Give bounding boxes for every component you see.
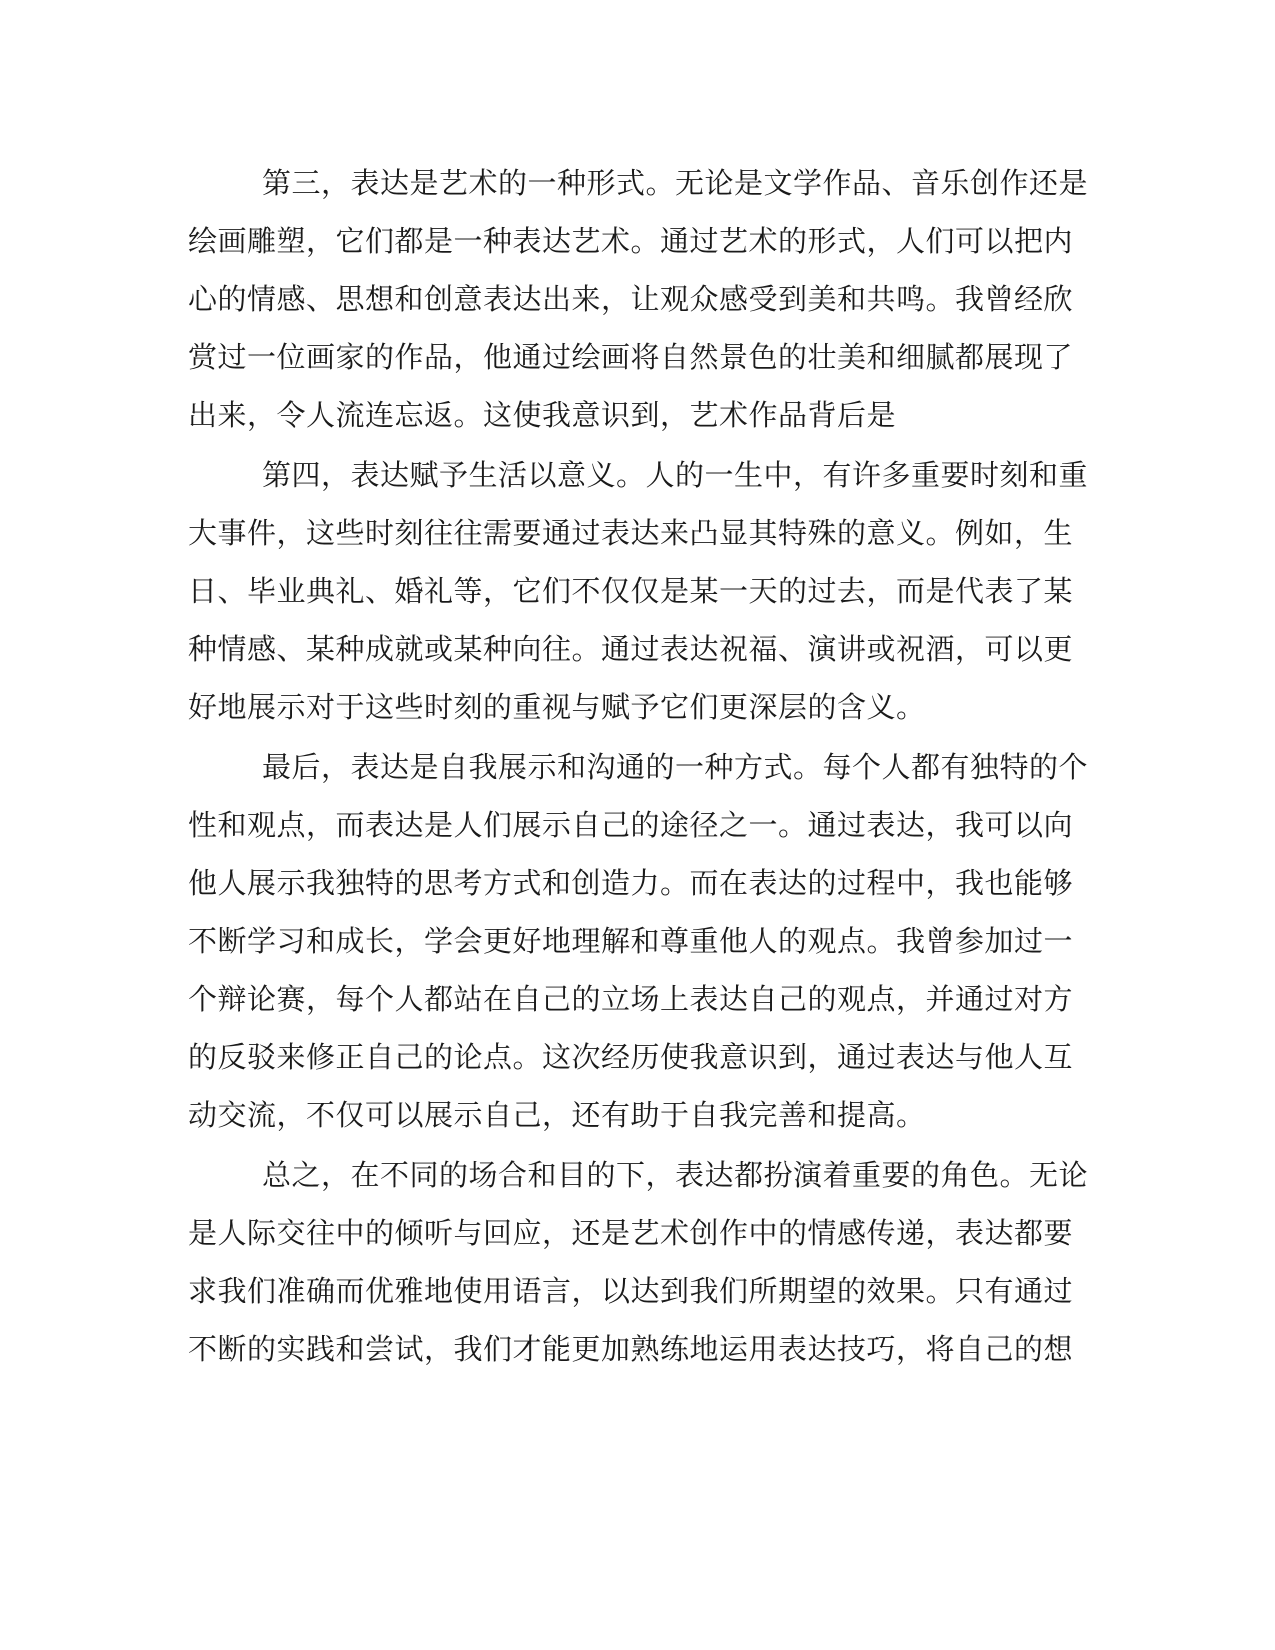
text-line: 是人际交往中的倾听与回应，还是艺术创作中的情感传递，表达都要: [188, 1216, 1074, 1250]
text-line: 求我们准确而优雅地使用语言，以达到我们所期望的效果。只有通过: [188, 1274, 1074, 1308]
text-line: 最后，表达是自我展示和沟通的一种方式。每个人都有独特的个: [262, 750, 1089, 784]
text-line: 总之，在不同的场合和目的下，表达都扮演着重要的角色。无论: [262, 1158, 1089, 1192]
text-line: 心的情感、思想和创意表达出来，让观众感受到美和共鸣。我曾经欣: [188, 282, 1074, 316]
text-line: 出来，令人流连忘返。这使我意识到，艺术作品背后是: [188, 398, 897, 432]
text-line: 绘画雕塑，它们都是一种表达艺术。通过艺术的形式，人们可以把内: [188, 224, 1074, 258]
text-line: 不断的实践和尝试，我们才能更加熟练地运用表达技巧，将自己的想: [188, 1332, 1074, 1366]
text-line: 种情感、某种成就或某种向往。通过表达祝福、演讲或祝酒，可以更: [188, 632, 1074, 666]
text-line: 性和观点，而表达是人们展示自己的途径之一。通过表达，我可以向: [188, 808, 1074, 842]
text-line: 日、毕业典礼、婚礼等，它们不仅仅是某一天的过去，而是代表了某: [188, 574, 1074, 608]
text-line: 第四，表达赋予生活以意义。人的一生中，有许多重要时刻和重: [262, 458, 1089, 492]
text-line: 的反驳来修正自己的论点。这次经历使我意识到，通过表达与他人互: [188, 1040, 1074, 1074]
text-line: 第三，表达是艺术的一种形式。无论是文学作品、音乐创作还是: [262, 166, 1089, 200]
text-line: 他人展示我独特的思考方式和创造力。而在表达的过程中，我也能够: [188, 866, 1074, 900]
text-line: 个辩论赛，每个人都站在自己的立场上表达自己的观点，并通过对方: [188, 982, 1074, 1016]
text-line: 赏过一位画家的作品，他通过绘画将自然景色的壮美和细腻都展现了: [188, 340, 1074, 374]
text-line: 好地展示对于这些时刻的重视与赋予它们更深层的含义。: [188, 690, 926, 724]
text-line: 大事件，这些时刻往往需要通过表达来凸显其特殊的意义。例如，生: [188, 516, 1074, 550]
text-line: 不断学习和成长，学会更好地理解和尊重他人的观点。我曾参加过一: [188, 924, 1074, 958]
text-line: 动交流，不仅可以展示自己，还有助于自我完善和提高。: [188, 1098, 926, 1132]
